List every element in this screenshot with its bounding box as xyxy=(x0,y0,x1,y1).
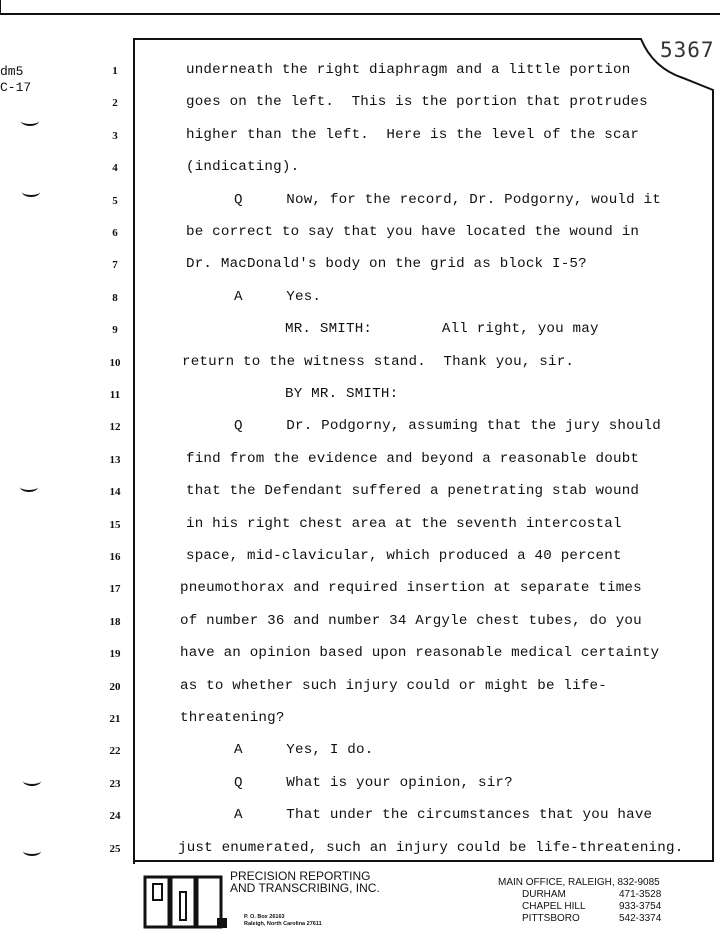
office-city: PITTSBORO xyxy=(522,913,580,924)
transcript-line: Dr. MacDonald's body on the grid as block I-5? xyxy=(186,256,587,273)
transcript-line: (indicating). xyxy=(186,159,300,176)
line-number: 22 xyxy=(109,745,121,758)
company-name-line2: AND TRANSCRIBING, INC. xyxy=(230,881,380,895)
line-number: 19 xyxy=(109,648,121,661)
transcript-line: Q Dr. Podgorny, assuming that the jury should xyxy=(234,418,661,435)
transcript-line: A That under the circumstances that you have xyxy=(234,807,653,824)
line-number: 12 xyxy=(109,421,121,434)
line-number: 1 xyxy=(112,65,118,77)
transcript-line: be correct to say that you have located the wound in xyxy=(186,224,640,240)
company-logo xyxy=(143,874,227,930)
line-number: 8 xyxy=(112,291,118,304)
line-number: 7 xyxy=(112,259,118,272)
office-city: CHAPEL HILL xyxy=(522,901,586,912)
transcript-line: as to whether such injury could or might be life- xyxy=(180,677,607,694)
line-number: 2 xyxy=(112,97,118,110)
transcript-line: MR. SMITH: All right, you may xyxy=(285,321,599,338)
office-list xyxy=(498,877,661,925)
margin-tag-c: C-17 xyxy=(0,80,32,95)
transcript-line: underneath the right diaphragm and a little portion xyxy=(186,62,631,78)
transcript-line: just enumerated, such an injury could be life-threatening. xyxy=(178,839,684,856)
line-number: 13 xyxy=(109,453,121,466)
page-top-border xyxy=(0,13,720,15)
line-number: 4 xyxy=(112,162,118,175)
office-phone: 471-3528 xyxy=(619,889,662,900)
transcript-line: space, mid-clavicular, which produced a 40 percent xyxy=(186,548,622,564)
address-line1: P. O. Box 26163 xyxy=(244,914,285,920)
address-line2: Raleigh, North Carolina 27611 xyxy=(244,921,322,927)
transcript-line: goes on the left. This is the portion that protrudes xyxy=(186,94,648,111)
page-edge-line xyxy=(0,0,1,14)
main-office: MAIN OFFICE, RALEIGH, 832-9085 xyxy=(498,877,660,888)
transcript-line: find from the evidence and beyond a reasonable doubt xyxy=(186,450,640,467)
transcript-line: BY MR. SMITH: xyxy=(285,386,399,402)
office-row xyxy=(498,889,661,901)
line-number: 18 xyxy=(109,615,121,628)
line-number: 16 xyxy=(109,551,121,563)
office-phone: 542-3374 xyxy=(619,913,662,924)
office-row xyxy=(498,913,661,925)
hole-punch-mark xyxy=(23,776,41,786)
transcript-line: pneumothorax and required insertion at separate times xyxy=(180,580,642,597)
margin-tag-dm: dm5 xyxy=(0,64,24,79)
company-name-line1: PRECISION REPORTING xyxy=(230,869,371,883)
hole-punch-mark xyxy=(21,116,39,126)
line-number: 15 xyxy=(109,518,121,531)
line-number: 24 xyxy=(109,810,121,823)
office-city: DURHAM xyxy=(522,889,566,900)
transcript-line: A Yes, I do. xyxy=(234,742,374,759)
line-number: 21 xyxy=(109,713,121,725)
line-number: 23 xyxy=(109,777,121,790)
transcript-line: threatening? xyxy=(180,710,285,726)
line-number: 20 xyxy=(109,680,121,693)
transcript-line: higher than the left. Here is the level of the scar xyxy=(186,126,640,143)
line-number: 6 xyxy=(112,227,118,239)
line-number: 11 xyxy=(109,389,121,401)
company-name xyxy=(230,870,380,894)
line-number: 5 xyxy=(112,194,118,207)
office-row xyxy=(498,901,661,913)
transcript-line: of number 36 and number 34 Argyle chest tubes, do you xyxy=(180,612,642,629)
line-number: 17 xyxy=(109,583,121,596)
page-number: 5367 xyxy=(660,38,715,62)
line-number: 3 xyxy=(112,129,118,142)
line-number: 25 xyxy=(109,842,121,855)
transcript-line: in his right chest area at the seventh intercostal xyxy=(186,515,622,532)
line-number: 14 xyxy=(109,486,121,499)
hole-punch-mark xyxy=(23,846,41,856)
line-number: 9 xyxy=(112,324,118,337)
hole-punch-mark xyxy=(22,187,40,197)
transcript-line: have an opinion based upon reasonable medical certainty xyxy=(180,645,660,662)
transcript-line: return to the witness stand. Thank you, sir. xyxy=(182,353,575,370)
transcript-line: Q What is your opinion, sir? xyxy=(234,774,513,791)
transcript-line: that the Defendant suffered a penetrating stab wound xyxy=(186,483,640,500)
office-phone: 933-3754 xyxy=(619,901,662,912)
company-address xyxy=(244,914,322,928)
transcript-line: A Yes. xyxy=(234,288,322,305)
hole-punch-mark xyxy=(20,482,38,492)
transcript-line: Q Now, for the record, Dr. Podgorny, would it xyxy=(234,191,661,208)
line-number: 10 xyxy=(109,356,121,369)
